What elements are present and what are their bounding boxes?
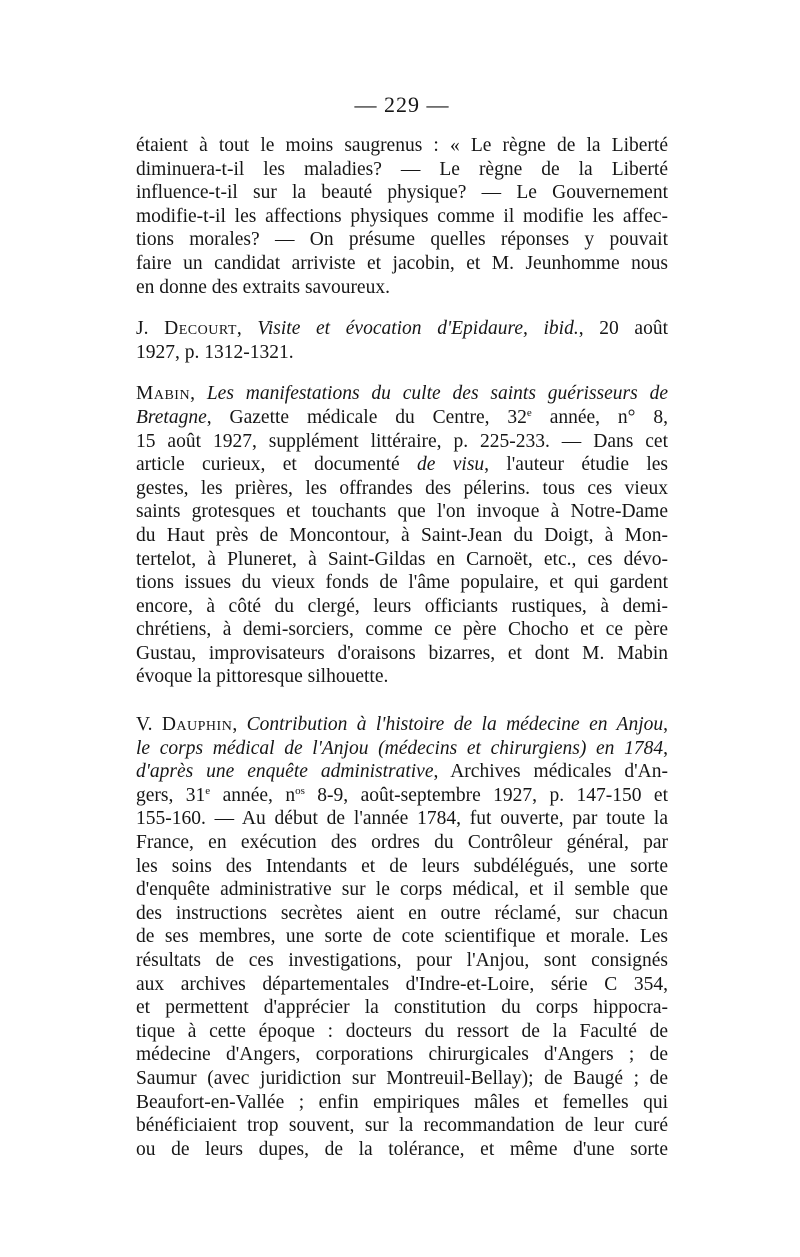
work-title: Visite et évocation d'Epidaure, ibid. xyxy=(257,318,579,340)
author-initial: V. xyxy=(136,714,162,736)
text-line: du Haut près de Moncontour, à Saint-Jean du Doigt, à Mon- xyxy=(136,524,668,546)
text-line: chrétiens, à demi-sorciers, comme ce père Chocho et ce père xyxy=(136,619,668,641)
text-line: 155-160. — Au début de l'année 1784, fut ouverte, par toute la xyxy=(136,808,668,830)
text-line: Beaufort-en-Vallée ; enfin empiriques mâles et femelles qui xyxy=(136,1091,668,1113)
text-line: tions issues du vieux fonds de l'âme populaire, et qui gardent xyxy=(136,572,668,594)
citation-detail: année, n° 8, xyxy=(531,406,669,428)
page-number: — 229 — xyxy=(354,92,450,117)
author-name: Decourt xyxy=(164,318,237,340)
work-title: Les manifestations du culte des saints guérisseurs de xyxy=(206,383,668,405)
text-line xyxy=(136,406,668,430)
separator: , xyxy=(190,383,207,405)
text-span: 8-9, août-septembre 1927, p. 147-150 et xyxy=(304,784,668,806)
author-name: Dauphin xyxy=(161,714,233,736)
citation-detail: , 20 août xyxy=(578,318,668,340)
paragraph-continuation xyxy=(136,134,668,299)
text-span: année, n xyxy=(210,784,296,806)
text-line: tions morales? — On présume quelles réponses y pouvait xyxy=(136,229,668,251)
italic-phrase: de visu xyxy=(417,454,485,476)
text-line xyxy=(136,382,668,406)
text-line: faire un candidat arriviste et jacobin, et M. Jeunhomme nous xyxy=(136,252,668,274)
work-title: Bretagne xyxy=(136,406,207,428)
text-line xyxy=(136,317,668,341)
text-line: de ses membres, une sorte de cote scientifique et morale. Les xyxy=(136,926,668,948)
text-line: gestes, les prières, les offrandes des pélerins. tous ces vieux xyxy=(136,477,668,499)
citation-detail: , Gazette médicale du Centre, 32 xyxy=(206,406,527,428)
text-line: diminuera-t-il les maladies? — Le règne de la Liberté xyxy=(136,158,668,180)
superscript: e xyxy=(526,406,532,419)
text-line: et permettent d'apprécier la constitution du corps hippocra- xyxy=(136,997,668,1019)
separator: , xyxy=(663,737,668,759)
text-line: 1927, p. 1312-1321. xyxy=(136,341,294,363)
text-line xyxy=(136,784,668,808)
text-line xyxy=(136,713,668,737)
entry-dauphin xyxy=(136,713,668,1161)
document-page xyxy=(136,92,668,1161)
text-line: tertelot, à Pluneret, à Saint-Gildas en Carnoët, etc., ces dévo- xyxy=(136,548,668,570)
text-span: gers, 31 xyxy=(136,784,206,806)
text-line: aux archives départementales d'Indre-et-Loire, série C 354, xyxy=(136,973,668,995)
author-initial: J. xyxy=(136,318,165,340)
text-line: Gustau, improvisateurs d'oraisons bizarres, et dont M. Mabin xyxy=(136,642,668,664)
text-line: 15 août 1927, supplément littéraire, p. 225-233. — Dans cet xyxy=(136,430,668,452)
text-line: médecine d'Angers, corporations chirurgicales d'Angers ; de xyxy=(136,1044,668,1066)
text-line: bénéficiaient trop souvent, sur la recommandation de leur curé xyxy=(136,1115,668,1137)
entry-decourt xyxy=(136,317,668,364)
text-line: Saumur (avec juridiction sur Montreuil-Bellay); de Baugé ; de xyxy=(136,1067,668,1089)
text-span: , l'auteur étudie les xyxy=(484,454,668,476)
text-line xyxy=(136,760,668,784)
citation-detail: , Archives médicales d'An- xyxy=(433,761,669,783)
work-title: le corps médical de l'Anjou (médecins et chirurgiens) en 1784 xyxy=(136,737,664,759)
text-line: tique à cette époque : docteurs du ressort de la Faculté de xyxy=(136,1020,668,1042)
text-line xyxy=(136,737,668,761)
text-line: ou de leurs dupes, de la tolérance, et même d'une sorte xyxy=(136,1138,668,1160)
superscript: e xyxy=(205,784,211,797)
work-title: Contribution à l'histoire de la médecine en Anjou xyxy=(246,714,664,736)
separator: , xyxy=(236,318,258,340)
text-line: étaient à tout le moins saugrenus : « Le règne de la Liberté xyxy=(136,135,668,156)
text-line: des instructions secrètes aient en outre réclamé, sur chacun xyxy=(136,902,668,924)
text-line: résultats de ces investigations, pour l'Anjou, sont consignés xyxy=(136,950,668,971)
author-name: Mabin xyxy=(136,383,191,405)
text-line: encore, à côté du clergé, leurs officiants rustiques, à demi- xyxy=(136,595,668,617)
separator: , xyxy=(663,714,668,736)
text-line xyxy=(136,453,668,477)
separator: , xyxy=(232,714,247,736)
text-line: en donne des extraits savoureux. xyxy=(136,276,390,298)
entry-mabin xyxy=(136,382,668,689)
text-line: d'enquête administrative sur le corps médical, et il semble que xyxy=(136,879,668,901)
text-span: article curieux, et documenté xyxy=(136,454,418,476)
text-line: modifie-t-il les affections physiques comme il modifie les affec- xyxy=(136,205,668,227)
text-line: évoque la pittoresque silhouette. xyxy=(136,666,389,688)
work-title: d'après une enquête administrative xyxy=(136,761,434,783)
text-line: France, en exécution des ordres du Contrôleur général, par xyxy=(136,832,668,854)
text-line: influence-t-il sur la beauté physique? — Le Gouvernement xyxy=(136,182,668,204)
superscript: os xyxy=(295,784,305,797)
text-line: les soins des Intendants et de leurs subdélégués, une sorte xyxy=(136,855,668,877)
text-line: saints grotesques et touchants que l'on invoque à Notre-Dame xyxy=(136,501,668,523)
